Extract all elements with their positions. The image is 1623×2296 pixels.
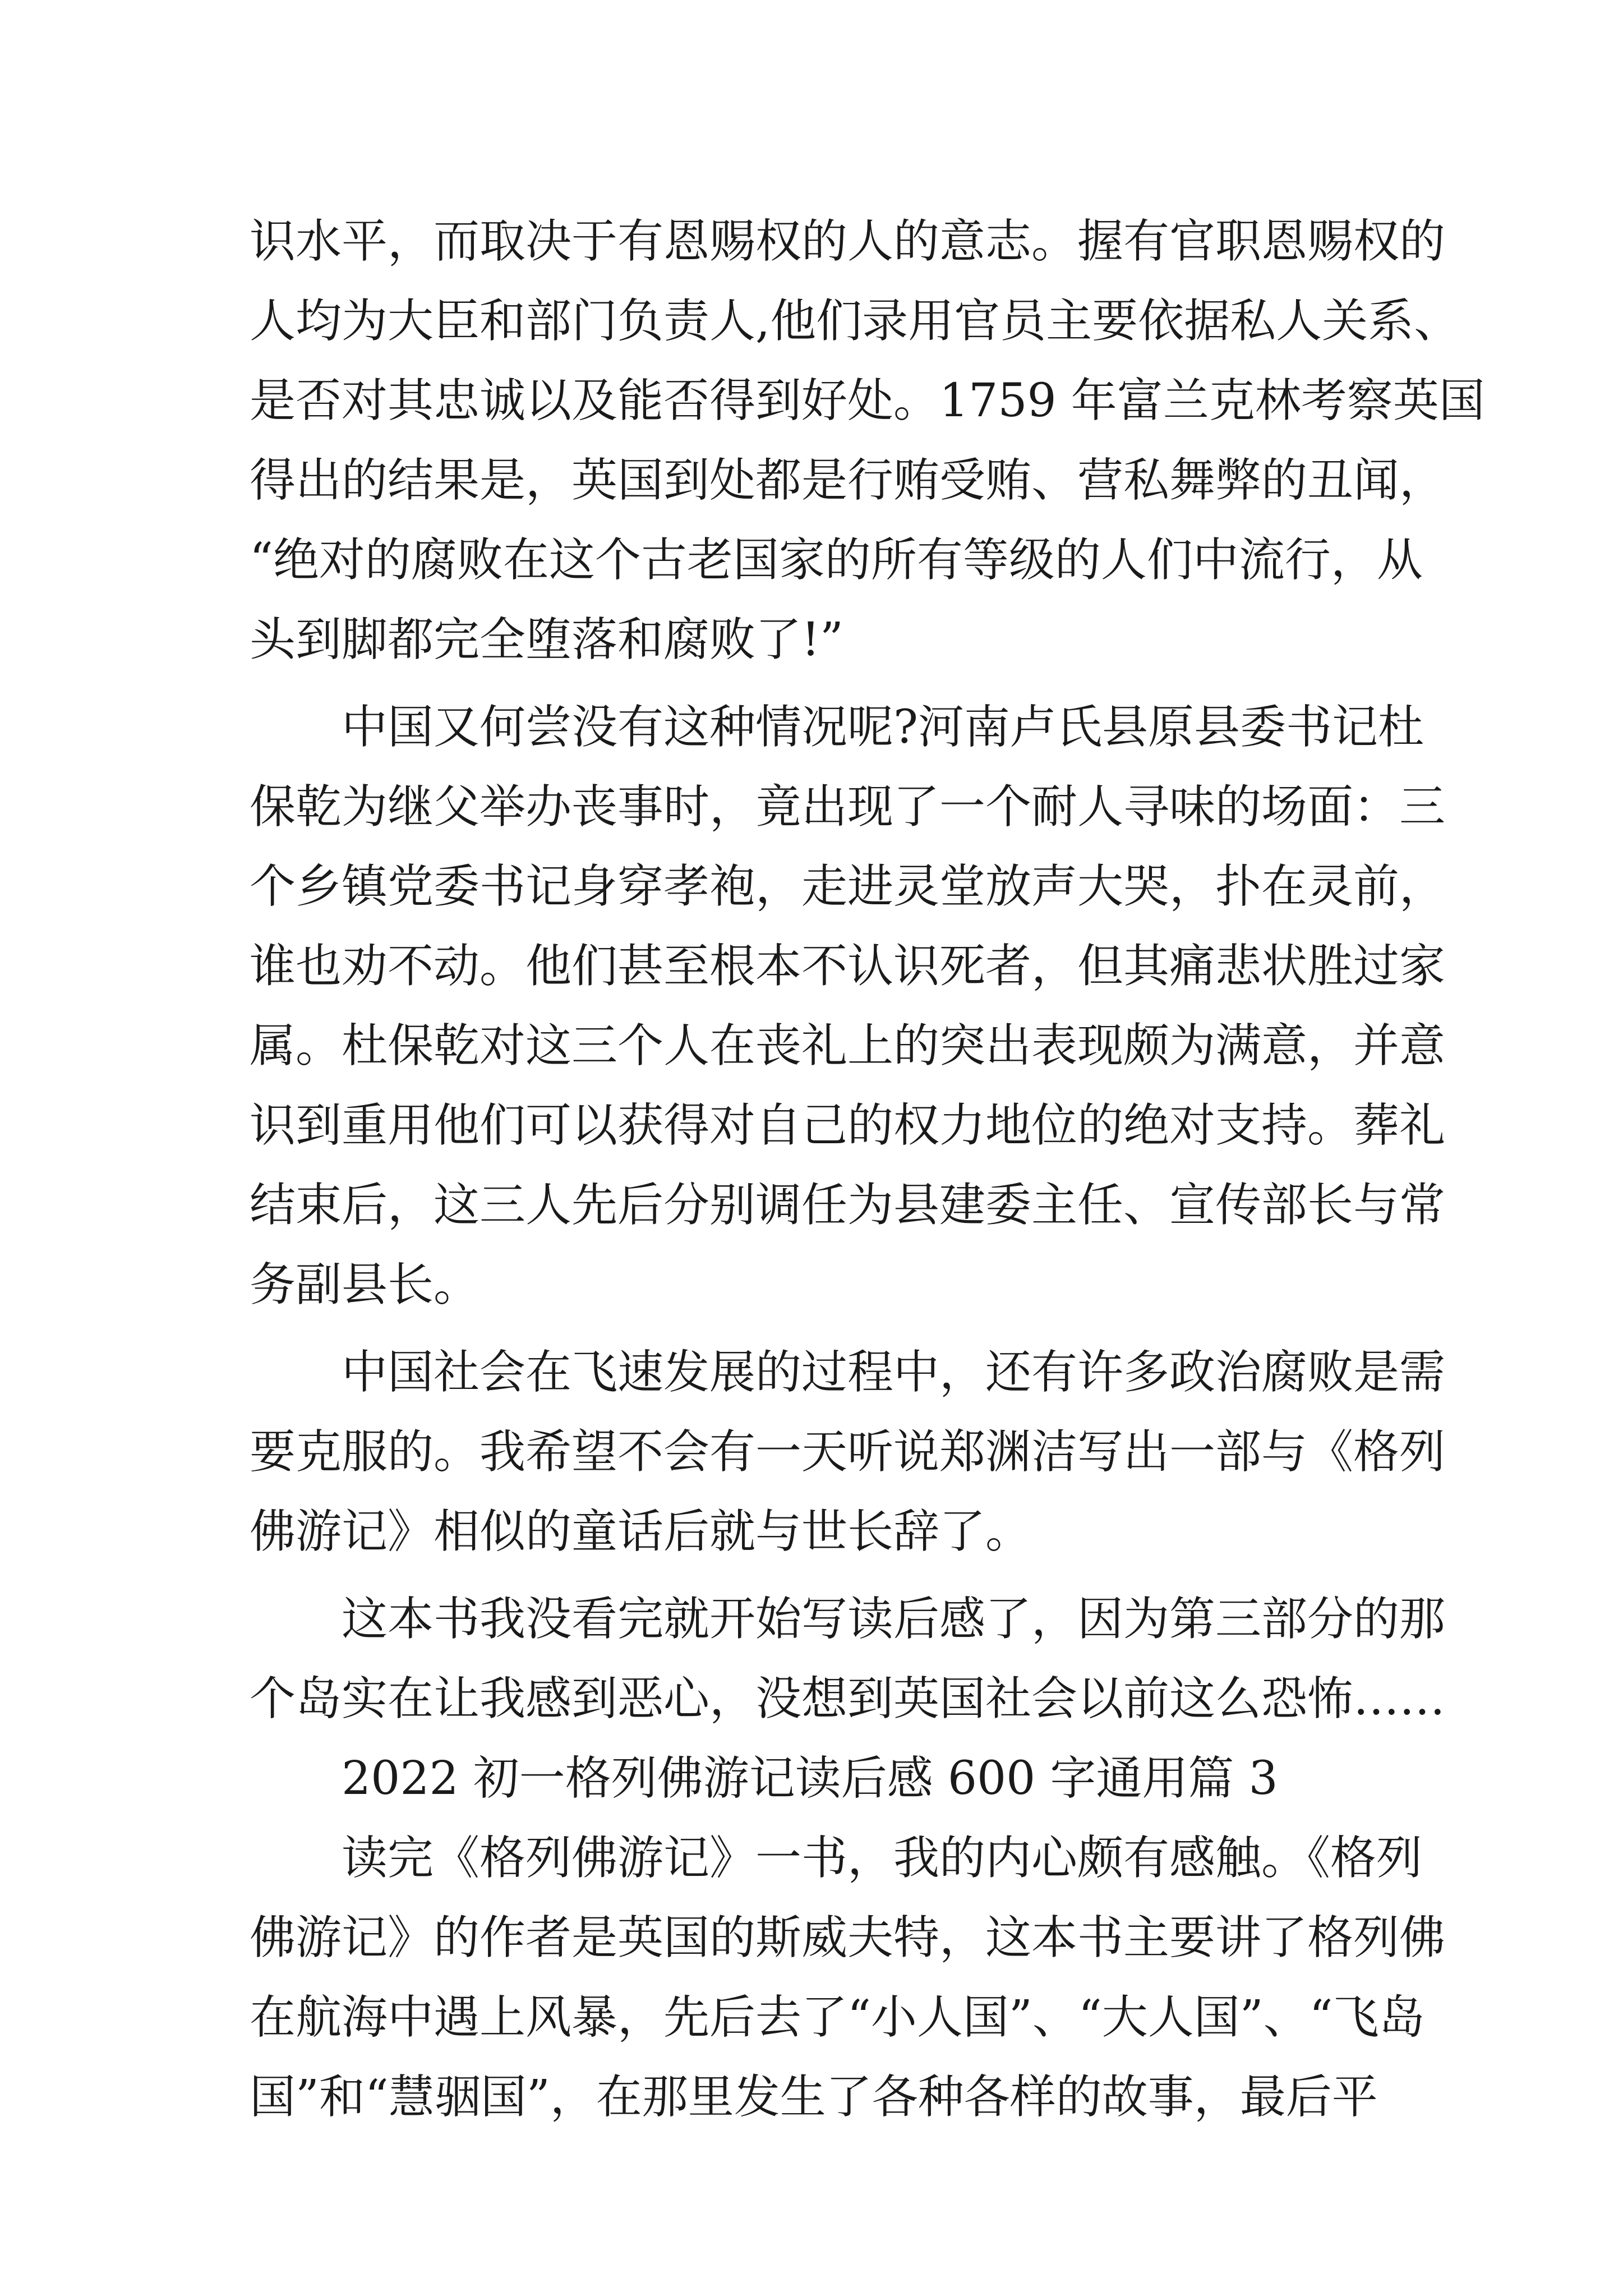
- text-line: 谁也劝不动。他们甚至根本不认识死者，但其痛悲状胜过家: [250, 940, 1446, 993]
- paragraph-3: [250, 1333, 1450, 1572]
- paragraph-5: [250, 1819, 1450, 2137]
- heading-text: 2022 初一格列佛游记读后感 600 字通用篇 3: [342, 1752, 1278, 1805]
- text-line: “绝对的腐败在这个古老国家的所有等级的人们中流行，从: [250, 533, 1423, 587]
- text-line: 中国社会在飞速发展的过程中，还有许多政治腐败是需: [342, 1346, 1446, 1399]
- text-line: 保乾为继父举办丧事时，竟出现了一个耐人寻味的场面：三: [250, 780, 1446, 834]
- text-line: 是否对其忠诚以及能否得到好处。1759 年富兰克林考察英国: [250, 374, 1485, 427]
- paragraph-4: [250, 1580, 1450, 1739]
- document-body: [250, 202, 1485, 2137]
- text-line: 这本书我没看完就开始写读后感了，因为第三部分的那: [342, 1593, 1446, 1646]
- text-line: 个岛实在让我感到恶心，没想到英国社会以前这么恐怖……: [250, 1672, 1446, 1726]
- text-line: 得出的结果是，英国到处都是行贿受贿、营私舞弊的丑闻，: [250, 454, 1446, 507]
- text-line: 个乡镇党委书记身穿孝袍，走进灵堂放声大哭，扑在灵前，: [250, 860, 1446, 913]
- text-line: 在航海中遇上风暴，先后去了“小人国”、“大人国”、“飞岛: [250, 1991, 1425, 2044]
- text-line: 国”和“慧骃国”，在那里发生了各种各样的故事，最后平: [250, 2070, 1378, 2124]
- text-line: 佛游记》相似的童话后就与世长辞了。: [250, 1505, 1032, 1558]
- text-line: 要克服的。我希望不会有一天听说郑渊洁写出一部与《格列: [250, 1425, 1446, 1479]
- text-line: 结束后，这三人先后分别调任为县建委主任、宣传部长与常: [250, 1179, 1446, 1232]
- paragraph-1: [250, 202, 1485, 680]
- text-line: 头到脚都完全堕落和腐败了!”: [250, 613, 843, 666]
- text-line: 中国又何尝没有这种情况呢?河南卢氏县原县委书记杜: [342, 701, 1424, 754]
- text-line: 属。杜保乾对这三个人在丧礼上的突出表现颇为满意，并意: [250, 1019, 1446, 1073]
- text-line: 识到重用他们可以获得对自己的权力地位的绝对支持。葬礼: [250, 1099, 1446, 1152]
- paragraph-2: [250, 688, 1450, 1325]
- text-line: 人均为大臣和部门负责人,他们录用官员主要依据私人关系、: [250, 295, 1460, 348]
- text-line: 佛游记》的作者是英国的斯威夫特，这本书主要讲了格列佛: [250, 1911, 1446, 1964]
- text-line: 务副县长。: [250, 1258, 480, 1312]
- section-heading: [250, 1739, 1450, 1819]
- text-line: 读完《格列佛游记》一书，我的内心颇有感触。《格列: [342, 1832, 1423, 1885]
- text-line: 识水平，而取决于有恩赐权的人的意志。握有官职恩赐权的: [250, 215, 1446, 268]
